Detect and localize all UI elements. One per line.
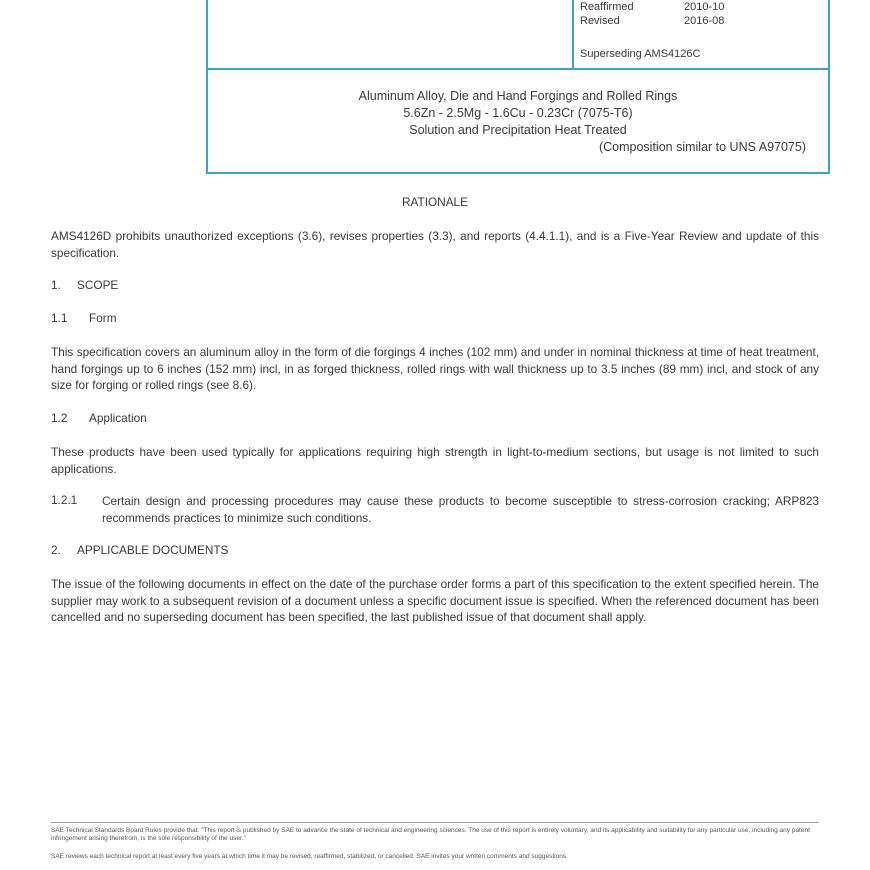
section-1-2-1-text: Certain design and processing procedures may cause these products to become susceptible to stress-corrosion cracking; ARP823 recommends practices to minimize such conditions.	[102, 494, 819, 525]
title-line-3: Solution and Precipitation Heat Treated	[409, 123, 627, 137]
section-1-2-title: Application	[89, 411, 147, 425]
section-2-title: APPLICABLE DOCUMENTS	[77, 543, 229, 557]
reaffirmed-row	[580, 1, 724, 13]
section-1-1-title: Form	[89, 311, 117, 325]
section-1-heading	[51, 278, 118, 292]
revised-row	[580, 15, 724, 27]
section-1-1-text: This specification covers an aluminum alloy in the form of die forgings 4 inches (102 mm) and under in nominal thickness at time of heat treatment, hand forgings up to 6 inches (152 mm) incl, in as forged thickness, rolled rings with wall thickness up to 3.5 inches (89 mm) incl, and stock of any size for forging or rolled rings (see 8.6).	[51, 345, 819, 392]
reaffirmed-label: Reaffirmed	[580, 1, 634, 13]
section-1-2-text: These products have been used typically for applications requiring high strength in light-to-medium sections, but usage is not limited to such applications.	[51, 445, 819, 476]
section-2-text: The issue of the following documents in effect on the date of the purchase order forms a part of this specification to the extent specified herein. The supplier may work to a subsequent revision of a document unless a specific document issue is specified. When the referenced document has been cancelled and no superseding document has been specified, the last published issue of that document shall apply.	[51, 577, 819, 624]
section-1-2-number: 1.2	[51, 411, 68, 425]
rationale-heading: RATIONALE	[402, 195, 468, 209]
reaffirmed-date: 2010-10	[684, 1, 725, 13]
section-1-1-number: 1.1	[51, 311, 68, 325]
section-1-title: SCOPE	[77, 278, 119, 292]
section-1-1-heading	[51, 311, 117, 325]
section-1-number: 1.	[51, 278, 61, 292]
footer-note-1: SAE Technical Standards Board Rules provide that: "This report is published by SAE to advance the state of technical and engineering sciences. The use of this report is entirely voluntary, and its applicability and suitability for any particular use, including any patent infringement arising therefrom, is the sole responsibility of the user."	[51, 827, 810, 842]
revised-label: Revised	[580, 15, 620, 27]
section-2-number: 2.	[51, 543, 61, 557]
header-divider-horizontal	[208, 68, 828, 70]
document-title	[208, 88, 828, 156]
section-1-2-heading	[51, 411, 147, 425]
section-2-heading	[51, 543, 228, 557]
footer-rule	[51, 822, 819, 823]
header-divider-vertical	[572, 0, 574, 70]
superseding-note: Superseding AMS4126C	[580, 48, 701, 60]
title-line-4: (Composition similar to UNS A97075)	[598, 140, 806, 154]
revised-date: 2016-08	[684, 15, 725, 27]
title-line-2: 5.6Zn - 2.5Mg - 1.6Cu - 0.23Cr (7075-T6)	[403, 106, 633, 120]
document-header-box	[206, 0, 830, 174]
section-1-2-1-number: 1.2.1	[51, 493, 78, 507]
rationale-text: AMS4126D prohibits unauthorized exceptions (3.6), revises properties (3.3), and reports (4.4.1.1), and is a Five-Year Review and update of this specification.	[51, 229, 819, 260]
title-line-1: Aluminum Alloy, Die and Hand Forgings and Rolled Rings	[358, 89, 678, 103]
footer-note-2: SAE reviews each technical report at least every five years at which time it may be revised, reaffirmed, stabilized, or cancelled. SAE invites your written comments and suggestions.	[51, 853, 568, 860]
